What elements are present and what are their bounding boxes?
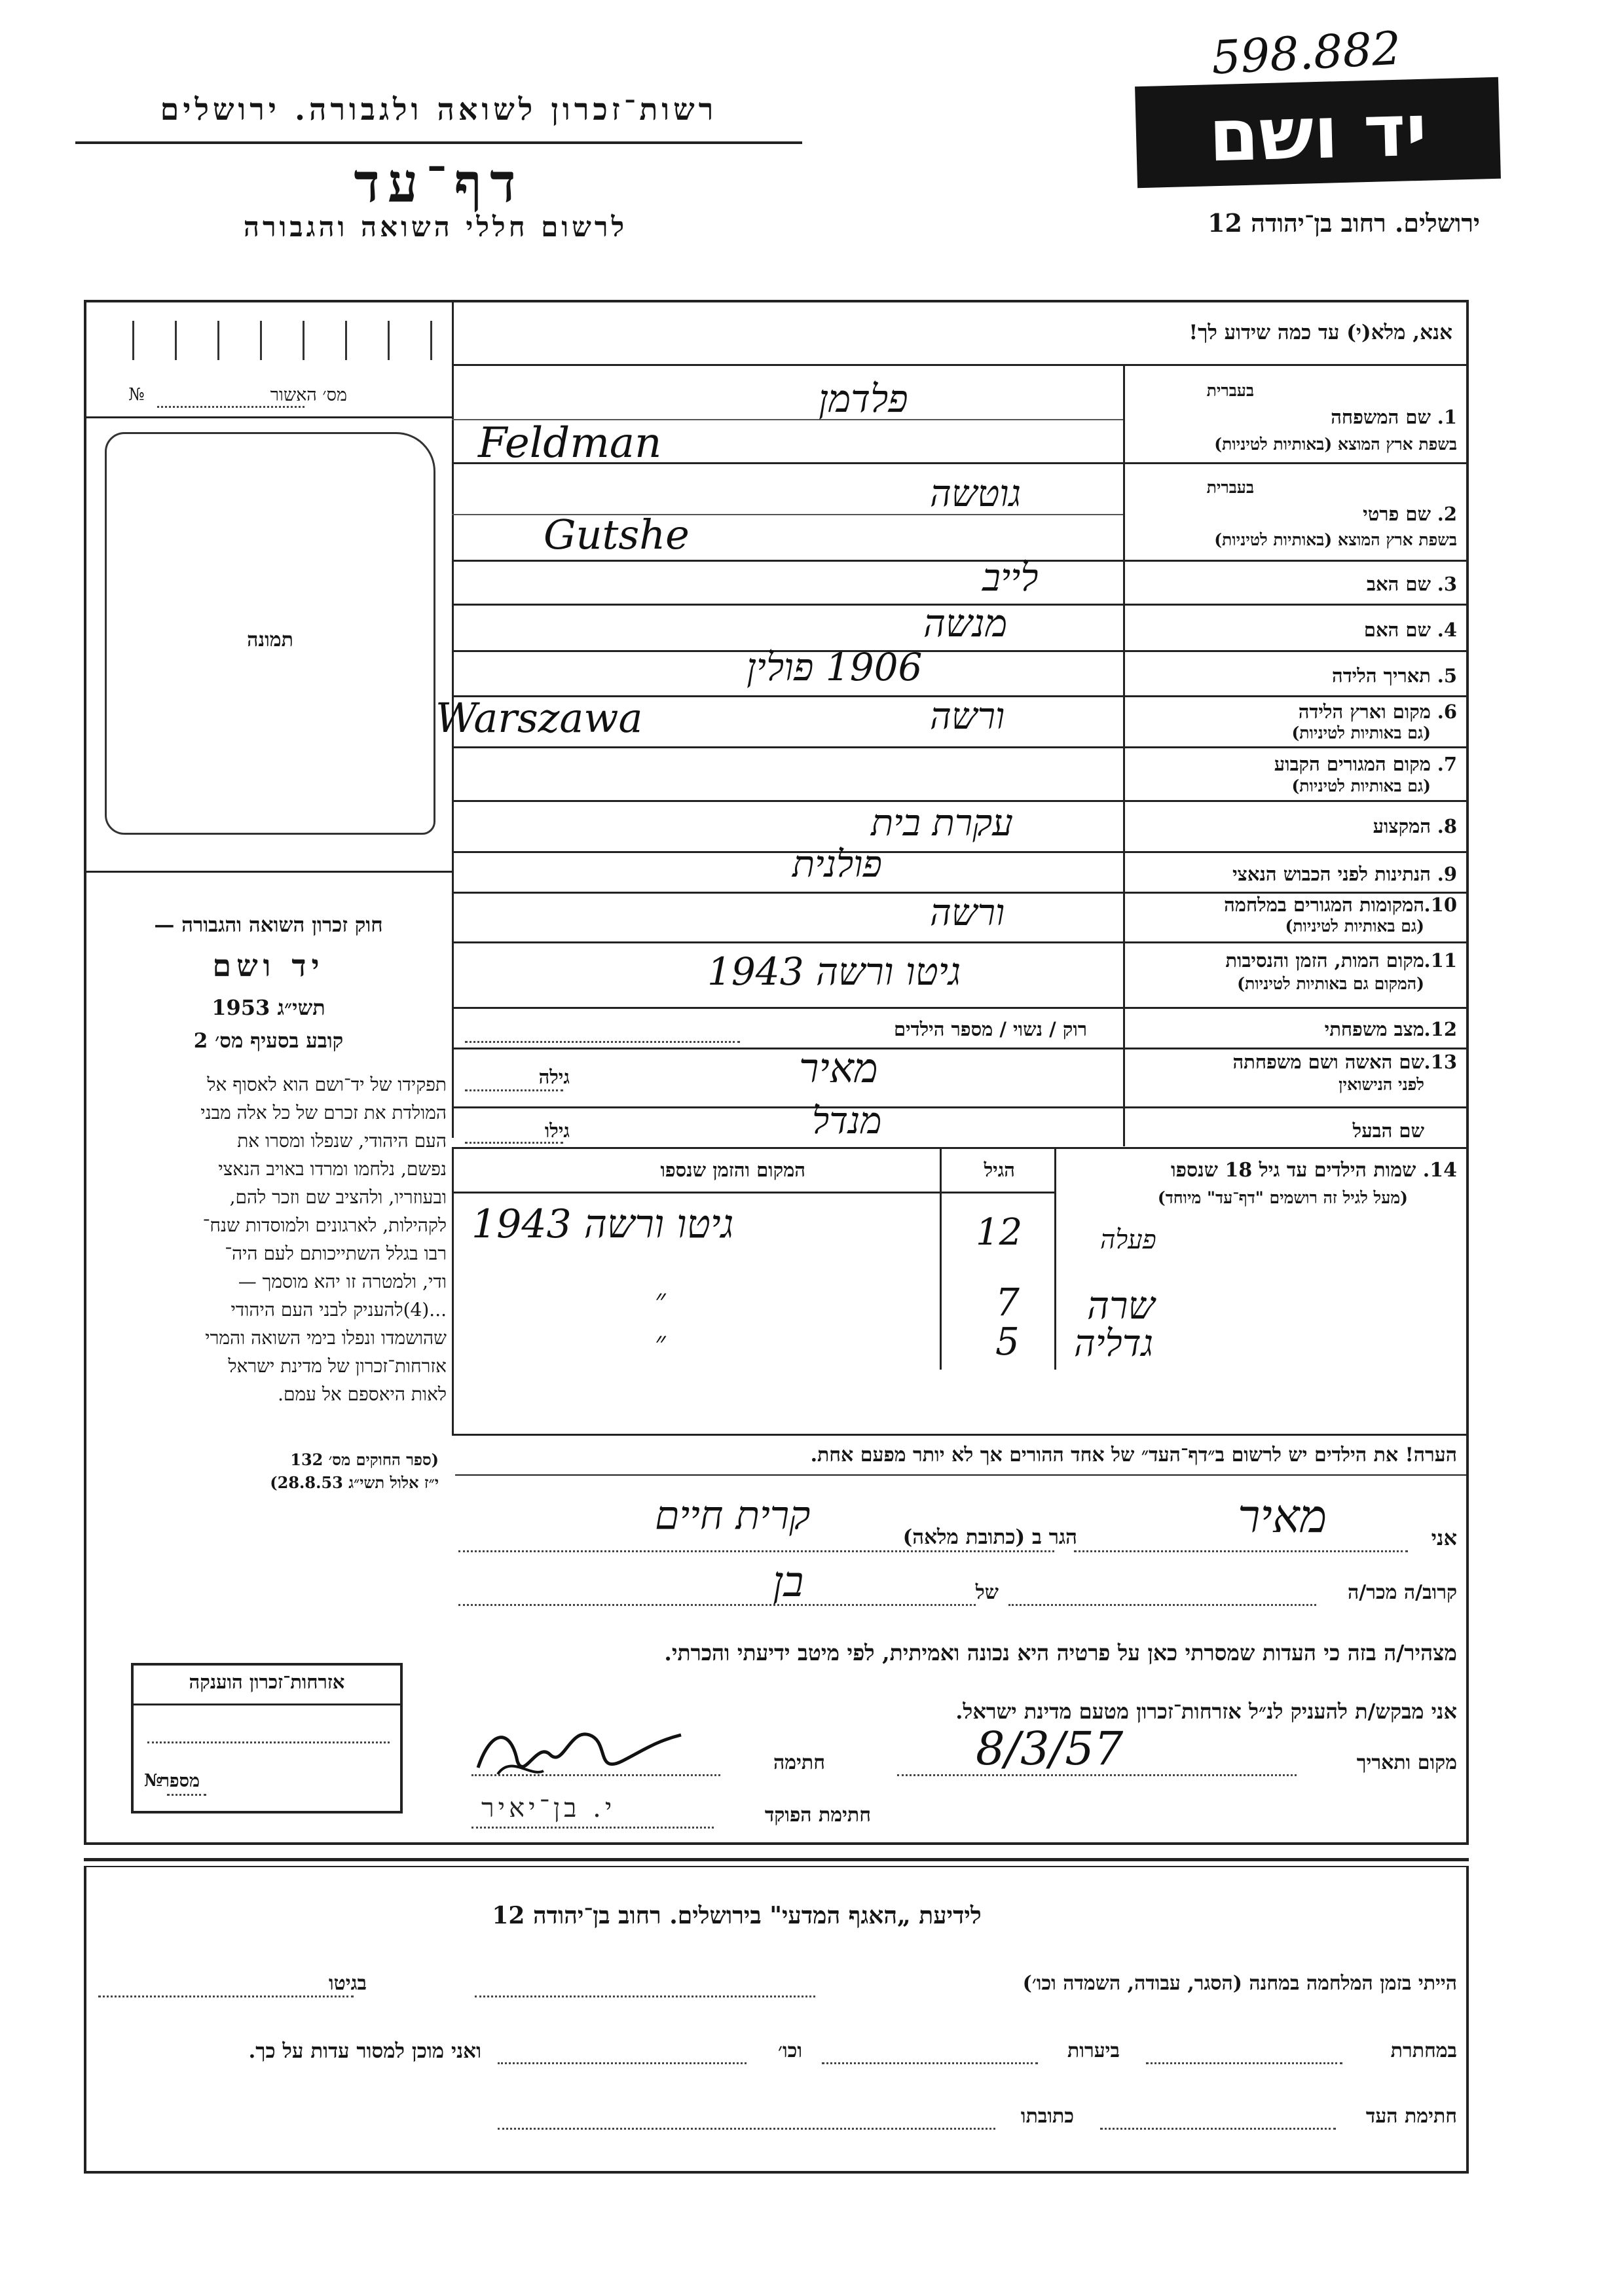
field-10-number: 10. <box>1424 894 1457 916</box>
organization-line: רשות־זכרון לשואה ולגבורה. ירושלים <box>160 92 718 127</box>
field-11-label: מקום המות, הזמן והנסיבות <box>1225 949 1424 972</box>
field-13-value[interactable]: מאיר <box>799 1044 878 1092</box>
row-divider <box>452 941 1469 943</box>
citizenship-number-field[interactable] <box>167 1794 206 1796</box>
approval-divider <box>84 416 452 418</box>
field-2-hint: בשפת ארץ המוצא (באותיות לטיניות) <box>1214 530 1457 549</box>
field-2-value-latin[interactable]: Gutshe <box>544 511 690 558</box>
footer-address-field[interactable] <box>498 2128 995 2130</box>
husband-age-field[interactable] <box>465 1142 563 1144</box>
field-6-hint: (גם באותיות לטיניות) <box>1291 723 1431 742</box>
intro-divider <box>452 364 1469 366</box>
field-12-number: 12. <box>1424 1018 1457 1040</box>
relative-value[interactable]: בן <box>773 1558 804 1607</box>
declaration-text: מצהיר/ה בזה כי העדות שמסרתי כאן על פרטיה היא נכונה ואמיתית, לפי מיטב ידיעתי והכרתי. <box>664 1640 1457 1666</box>
field-13-hint: לפני הנישואין <box>1338 1075 1424 1094</box>
child-1-place[interactable]: גיטו ורשה 1943 <box>471 1201 734 1247</box>
footer-address: כתובתו <box>1020 2105 1074 2128</box>
field-1-lang: בעברית <box>1206 381 1254 400</box>
place-date-value[interactable]: 8/3/57 <box>976 1722 1124 1776</box>
marital-status-field[interactable] <box>465 1041 740 1043</box>
footer-etc-field[interactable] <box>498 2062 747 2064</box>
footer-line1-ghetto: בגיטו <box>328 1972 367 1995</box>
law-text-line: אזרחות־זכרון של מדינת ישראל <box>228 1355 447 1377</box>
law-title: חוק זכרון השואה והגבורה — <box>154 913 383 937</box>
field-3-value[interactable]: לייב <box>982 555 1039 600</box>
field-5-number: 5. <box>1437 665 1457 687</box>
official-signature-line[interactable] <box>471 1827 714 1829</box>
children-label: 14. שמות הילדים עד גיל 18 שנספו <box>1170 1159 1457 1182</box>
field-10-hint: (גם באותיות לטיניות) <box>1285 917 1424 936</box>
photo-label: תמונה <box>247 629 293 651</box>
field-8-label: המקצוע <box>1373 815 1431 837</box>
footer-line1-camp: הייתי בזמן המלחמה במחנה (הסגר, עבודה, השמדה וכו׳) <box>1022 1972 1457 1995</box>
law-text-line: תפקידו של יד־ושם הוא לאסוף אל <box>207 1074 447 1095</box>
field-5-value[interactable]: 1906 פולין <box>747 645 923 689</box>
citizenship-box-title: אזרחות־זכרון הוענקה <box>189 1671 345 1693</box>
law-text-line: רבו בגלל השתייכותם לעם היה־ <box>225 1243 447 1264</box>
declarant-name-line <box>1074 1550 1408 1552</box>
field-2-value-hebrew[interactable]: גוטשה <box>930 473 1022 515</box>
law-text-line: לאות היאספם אל עמם. <box>278 1383 447 1405</box>
law-ref-2: י״ז אלול תשי״ג 28.8.53) <box>270 1473 439 1492</box>
field-8-number: 8. <box>1437 815 1457 837</box>
footer-witness-signature: חתימת העד <box>1365 2105 1457 2128</box>
children-header-divider <box>452 1192 1054 1194</box>
children-left-edge <box>452 1147 454 1435</box>
row-divider <box>452 560 1469 562</box>
field-7-label: מקום המגורים הקבוע <box>1274 753 1431 775</box>
field-10-value[interactable]: ורשה <box>930 892 1005 934</box>
field-3-number: 3. <box>1437 573 1457 595</box>
page-title: דף־עד <box>354 152 524 215</box>
field-7-number: 7. <box>1437 753 1457 775</box>
approval-number-field[interactable] <box>157 406 304 408</box>
law-text-line: ובעוזריו, ולהציב שם וזכר להם, <box>229 1186 447 1208</box>
field-11-hint: (המקום גם באותיות לטיניות) <box>1237 974 1424 993</box>
field-8-value[interactable]: עקרת בית <box>871 802 1013 845</box>
field-4-number: 4. <box>1437 619 1457 641</box>
field-13-age-label: גילה <box>538 1066 570 1088</box>
photo-divider <box>84 871 452 873</box>
law-name: יד ושם <box>212 948 325 983</box>
children-note: (מעל לגיל זה רושמים "דף־עד" מיוחד) <box>1157 1188 1408 1207</box>
field-2-label: שם פרטי <box>1363 503 1431 525</box>
yad-vashem-logo: יד ושם <box>1135 77 1501 188</box>
declarant-name[interactable]: מאיר <box>1238 1489 1327 1543</box>
field-4-value[interactable]: מנשה <box>923 601 1008 646</box>
law-text-line: נפשם, נלחמו ומרדו באויב הנאצי <box>218 1158 447 1180</box>
official-signature-label: חתימת הפוקד <box>764 1804 871 1827</box>
children-col-divider <box>1054 1147 1056 1370</box>
declarant-address-line <box>458 1550 1054 1552</box>
child-2-place[interactable]: ״ <box>655 1283 666 1317</box>
intro-text: אנא, מלא(י) עד כמה שידוע לך! <box>1189 321 1452 344</box>
field-4-label: שם האם <box>1363 619 1431 641</box>
of-label: של <box>975 1581 999 1604</box>
field-9-label: הנתינות לפני הכבוש הנאצי <box>1232 863 1431 885</box>
field-13-number: 13. <box>1424 1051 1457 1073</box>
child-3-name[interactable]: גדליה <box>1074 1322 1154 1365</box>
page-subtitle: לרשום חללי השואה והגבורה <box>243 211 628 243</box>
footer-underground: במחתרת <box>1390 2039 1457 2062</box>
footer-testimony: ואני מוכן למסור עדות על כך. <box>248 2039 481 2063</box>
child-1-name[interactable]: פעלה <box>1100 1225 1156 1255</box>
row-divider <box>452 1106 1469 1108</box>
row-divider <box>452 650 1469 652</box>
tick-row <box>92 321 445 360</box>
field-5-label: תאריך הלידה <box>1332 665 1431 687</box>
signature-label: חתימה <box>773 1751 825 1774</box>
footer-camp-field[interactable] <box>475 1995 815 1997</box>
approval-suffix: № <box>128 385 145 405</box>
field-1-hint: בשפת ארץ המוצא (באותיות לטיניות) <box>1214 435 1457 454</box>
law-text-line: העם היהודי, שנפלו ומסרו את <box>237 1130 447 1152</box>
header-address: ירושלים. רחוב בן־יהודה 12 <box>1208 208 1480 238</box>
place-date-label: מקום ותאריך <box>1356 1751 1457 1774</box>
law-text-line: ...(4)להעניק לבני העם היהודי <box>231 1299 447 1321</box>
child-3-age[interactable]: 5 <box>995 1319 1020 1364</box>
field-6-label: מקום וארץ הלידה <box>1298 701 1431 723</box>
footer-ghetto-field[interactable] <box>98 1995 354 1997</box>
citizenship-number-label: מספר <box>160 1771 200 1791</box>
field-6-value-hebrew[interactable]: ורשה <box>930 695 1005 738</box>
children-col-place: המקום והזמן שנספו <box>660 1159 805 1181</box>
declarant-address[interactable]: קרית חיים <box>655 1493 811 1539</box>
law-section: קובע בסעיף מס׳ 2 <box>193 1029 344 1053</box>
field-9-number: 9. <box>1437 863 1457 885</box>
field-13-age-field[interactable] <box>465 1089 563 1091</box>
children-bottom <box>452 1434 1469 1436</box>
request-text: אני מבקש/ת להעניק לנ״ל אזרחות־זכרון מטעם מדינת ישראל. <box>955 1699 1457 1724</box>
field-1-number: 1. <box>1437 406 1457 428</box>
child-1-age[interactable]: 12 <box>976 1211 1023 1254</box>
row-divider <box>452 1147 1469 1149</box>
footer-etc: וכו׳ <box>778 2039 802 2062</box>
field-10-label: המקומות המגורים במלחמה <box>1224 894 1424 916</box>
relative-line <box>1008 1604 1316 1606</box>
declarant-i-label: אני <box>1431 1525 1457 1550</box>
field-6-value-latin[interactable]: Warszawa <box>435 694 643 742</box>
field-2-number: 2. <box>1437 503 1457 525</box>
field-9-value[interactable]: פולנית <box>792 843 882 886</box>
relative-label: קרוב/ה מכר/ה <box>1348 1581 1457 1604</box>
child-2-name[interactable]: שרה <box>1087 1283 1155 1328</box>
field-1-value-latin[interactable]: Feldman <box>478 419 662 467</box>
footer-underground-field[interactable] <box>1146 2062 1342 2064</box>
official-stamp: י. בן־יאיר <box>481 1793 616 1823</box>
field-13-label: שם האשה ושם משפחתה <box>1232 1051 1424 1073</box>
remark: הערה! את הילדים יש לרשום ב״דף־העד״ של אחד ההורים אך לא יותר מפעם אחת. <box>810 1444 1457 1467</box>
of-line <box>458 1604 976 1606</box>
husband-label: שם הבעל <box>1352 1120 1424 1142</box>
field-12-label: מצב משפחתי <box>1324 1018 1424 1040</box>
law-year: תשי״ג 1953 <box>212 995 325 1020</box>
footer-forests-field[interactable] <box>822 2062 1038 2064</box>
field-6-number: 6. <box>1437 701 1457 723</box>
law-text <box>93 1070 447 1408</box>
row-divider <box>452 1007 1469 1009</box>
footer-witness-signature-field[interactable] <box>1100 2128 1336 2130</box>
signature-scribble <box>471 1715 688 1790</box>
labels-column-divider <box>1123 364 1125 1146</box>
field-1-label: שם המשפחה <box>1331 406 1431 428</box>
declarant-resides-label: הגר ב (כתובת מלאה) <box>902 1525 1077 1549</box>
field-3-label: שם האב <box>1366 573 1431 595</box>
approval-label: מס׳ האשור <box>270 385 347 405</box>
citizenship-box-field[interactable] <box>147 1741 390 1743</box>
footer-divider <box>84 1858 1469 1861</box>
citizenship-box-line <box>131 1704 403 1705</box>
footer-forests: ביערות <box>1067 2039 1120 2062</box>
field-1-value-hebrew[interactable]: פלדמן <box>819 376 908 421</box>
law-text-line: שהושמדו ונפלו בימי השואה והמרי <box>205 1327 447 1349</box>
husband-value[interactable]: מנדל <box>812 1100 882 1142</box>
law-text-line: ודי, ולמטרה זו יהא מוסמך — <box>238 1271 447 1292</box>
children-col-age: הגיל <box>984 1159 1015 1181</box>
law-text-line: לקהילות, לארגונים ולמוסדות שנח־ <box>202 1214 447 1236</box>
field-2-lang: בעברית <box>1206 478 1254 497</box>
remark-underline <box>455 1474 1467 1476</box>
row-divider <box>452 851 1469 853</box>
marital-status-options: רוק / נשוי / מספר הילדים <box>893 1018 1087 1040</box>
child-3-place[interactable]: ״ <box>655 1326 666 1359</box>
field-7-hint: (גם באותיות לטיניות) <box>1291 776 1431 795</box>
row-divider <box>452 746 1469 748</box>
org-underline <box>75 141 802 144</box>
law-ref-1: (ספר החוקים מס׳ 132 <box>290 1450 439 1469</box>
child-2-age[interactable]: 7 <box>995 1280 1020 1324</box>
children-col-divider <box>940 1147 942 1370</box>
field-11-value[interactable]: גיטו ורשה 1943 <box>707 949 961 994</box>
field-11-number: 11. <box>1424 949 1457 972</box>
citizenship-number-suffix: № <box>144 1771 163 1791</box>
row-divider <box>452 1048 1469 1049</box>
footer-heading: לידיעת „האגף המדעי" בירושלים. רחוב בן־יהודה 12 <box>492 1902 982 1929</box>
law-text-line: המולדת את זכרם של כל אלה מבני <box>200 1102 447 1123</box>
reference-number: 598.882 <box>1210 21 1403 85</box>
husband-age-label: גילו <box>544 1120 570 1142</box>
